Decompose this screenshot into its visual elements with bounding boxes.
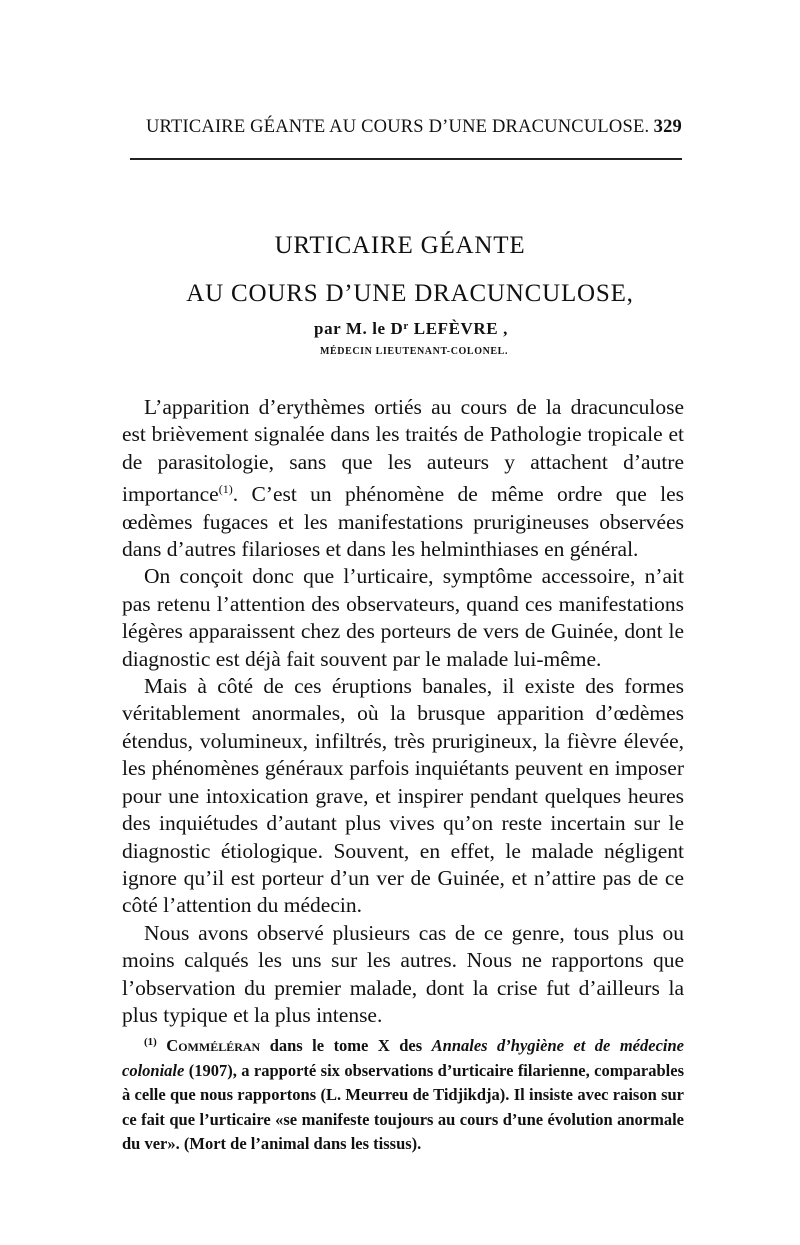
footnote [122, 1030, 684, 1157]
paragraph-1 [122, 394, 684, 563]
paragraph-1-text-a: L’apparition d’erythèmes ortiés au cours de la dracunculose est brièvement signalée dans les traités de Pathologie tropicale et de parasitologie, sans que les auteurs y attachent d’autre importance [122, 395, 684, 507]
article-title-line-2: AU COURS D’UNE DRACUNCULOSE, [186, 280, 634, 307]
paragraph-4: Nous avons observé plusieurs cas de ce genre, tous plus ou moins calqués les uns sur les autres. Nous ne rapportons que l’observation du premier malade, dont la crise fut d’ailleurs la plus typique et la plus intense. [122, 920, 684, 1027]
footnote-paragraph [122, 1030, 684, 1157]
author-title-sup: r [403, 320, 409, 332]
paragraph-1-text-b: . C’est un phénomène de même ordre que les œdèmes fugaces et les manifestations prurigineuses observées dans d’autres filarioses et dans les helminthiases en général. [122, 482, 684, 562]
footnote-reference: (1) [218, 482, 233, 497]
author-rank: MÉDECIN LIEUTENANT-COLONEL. [319, 346, 509, 357]
footnote-text-a: dans le tome X des [260, 1036, 432, 1055]
header-rule [130, 158, 682, 160]
footnote-journal: Annales d’hygiène et de médecine coloniale [122, 1036, 684, 1080]
author-line [0, 319, 800, 339]
running-head-title: URTICAIRE GÉANTE AU COURS D’UNE DRACUNCULOSE. [146, 117, 650, 137]
page-number: 329 [653, 117, 682, 137]
author-name: LEFÈVRE , [408, 319, 508, 338]
footnote-author: Comméléran [156, 1036, 261, 1055]
author-prefix: par M. le D [314, 319, 404, 338]
footnote-mark: (1) [144, 1036, 157, 1048]
article-title-line-1: URTICAIRE GÉANTE [274, 232, 526, 259]
paragraph-2: On conçoit donc que l’urticaire, symptôme accessoire, n’ait pas retenu l’attention des observateurs, quand ces manifestations légères apparaissent chez des porteurs de vers de Guinée, dont le diagnostic est déjà fait souvent par le malade lui-même. [122, 564, 684, 671]
footnote-text-b: (1907), a rapporté six observations d’urticaire filarienne, comparables à celle que nous rapportons (L. Meurreu de Tidjikdja). Il insiste avec raison sur ce fait que l’urticaire «se manifeste toujours au cours d’une évolution anormale du ver». (Mort de l’animal dans les tissus). [122, 1060, 684, 1153]
paragraph-3: Mais à côté de ces éruptions banales, il existe des formes véritablement anormales, où la brusque apparition d’œdèmes étendus, volumineux, infiltrés, très prurigineux, la fièvre élevée, les phénomènes généraux parfois inquiétants peuvent en imposer pour une intoxication grave, et inspirer pendant quelques heures des inquiétudes d’autant plus vives qu’on reste incertain sur le diagnostic étiologique. Souvent, en effet, le malade négligent ignore qu’il est porteur d’un ver de Guinée, et n’attire pas de ce côté l’attention du médecin. [122, 674, 684, 918]
article-body [122, 394, 684, 1029]
